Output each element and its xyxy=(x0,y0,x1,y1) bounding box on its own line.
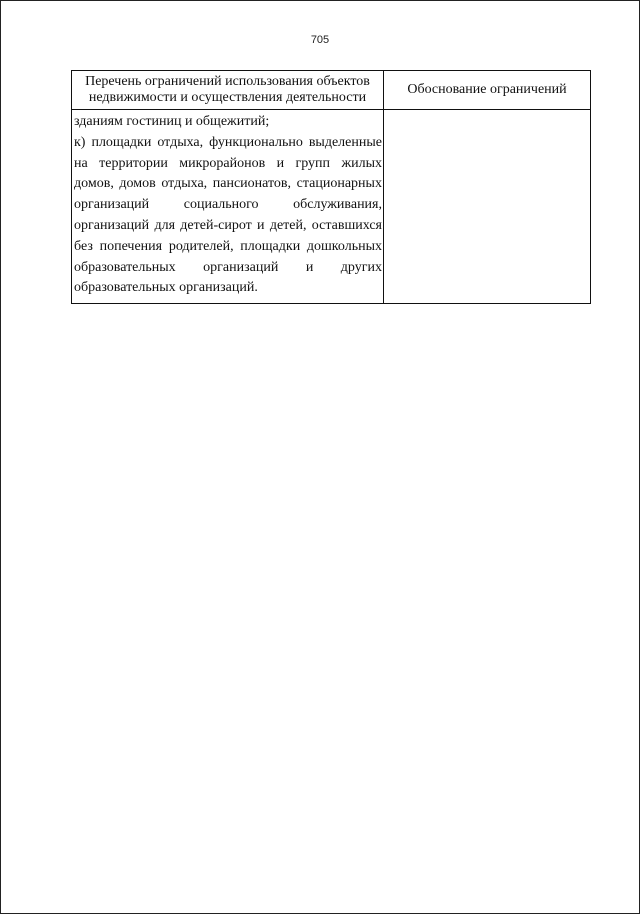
text-line xyxy=(74,216,382,237)
word: домов xyxy=(119,176,156,192)
word: к) xyxy=(74,134,86,150)
word: микрорайонов xyxy=(179,155,266,171)
word: родителей, xyxy=(168,238,234,254)
restrictions-reason-cell xyxy=(384,110,591,304)
word: жилых xyxy=(341,155,382,171)
text-line: зданиям гостиниц и общежитий; xyxy=(74,114,270,129)
word: без xyxy=(74,238,93,254)
word: других xyxy=(340,259,382,275)
word: площадки xyxy=(240,238,301,254)
text-line: образовательных организаций. xyxy=(74,280,258,296)
text-line xyxy=(74,237,382,258)
word: выделенные xyxy=(308,134,382,150)
word: детей-сирот xyxy=(180,217,252,233)
word: пансионатов, xyxy=(212,176,292,192)
text-line xyxy=(74,195,382,216)
restrictions-list-cell xyxy=(72,110,384,304)
word: оставшихся xyxy=(311,217,382,233)
word: организаций xyxy=(74,197,150,213)
word: организаций xyxy=(74,217,150,233)
word: групп xyxy=(295,155,331,171)
header-restrictions-reason: Обоснование ограничений xyxy=(384,71,591,110)
word: социального xyxy=(183,197,259,213)
word: и xyxy=(276,155,285,171)
word: детей, xyxy=(269,217,307,233)
word: образовательных xyxy=(74,259,176,275)
word: домов, xyxy=(74,176,114,192)
header-restrictions-list: Перечень ограничений использования объектов недвижимости и осуществления деятельности xyxy=(72,71,384,110)
word: и xyxy=(257,217,265,233)
word: дошкольных xyxy=(306,238,382,254)
word: отдыха, xyxy=(161,176,208,192)
word: попечения xyxy=(99,238,163,254)
word: на xyxy=(74,155,88,171)
page-number: 705 xyxy=(310,34,330,46)
word: организаций xyxy=(203,259,279,275)
text-line xyxy=(74,133,382,154)
table-row xyxy=(72,110,591,304)
word: стационарных xyxy=(296,176,382,192)
word: отдыха, xyxy=(157,134,204,150)
word: территории xyxy=(99,155,168,171)
word: функционально xyxy=(209,134,303,150)
restrictions-table xyxy=(71,70,591,304)
text-line xyxy=(74,154,382,175)
text-line xyxy=(74,258,382,279)
word: для xyxy=(154,217,176,233)
word: обслуживания, xyxy=(293,197,382,213)
word: и xyxy=(305,259,314,275)
text-line xyxy=(74,174,382,195)
word: площадки xyxy=(91,134,152,150)
table-header-row xyxy=(72,71,591,110)
